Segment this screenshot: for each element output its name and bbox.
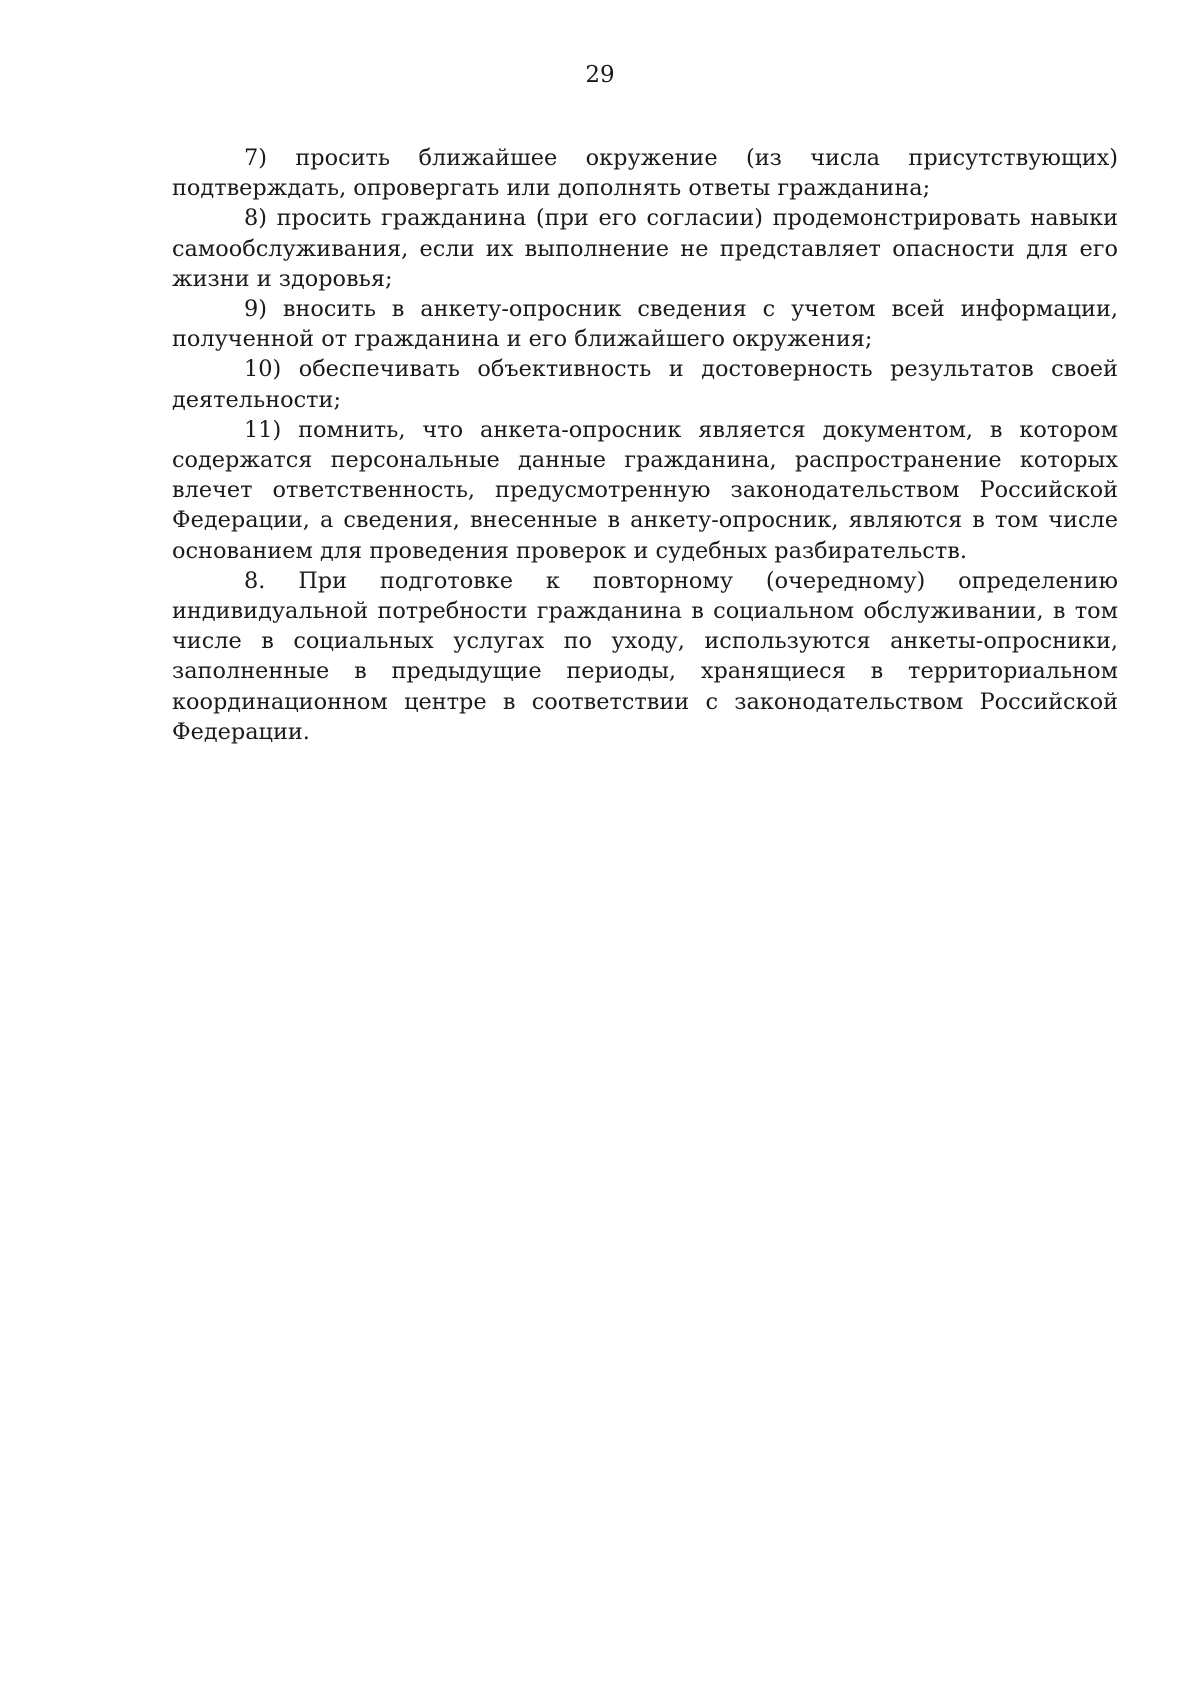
paragraph-section-8: 8. При подготовке к повторному (очередному) определению индивидуальной потребности гражданина в социальном обслуживании, в том числе в социальных услугах по уходу, используются анкеты-опросники, заполненные в предыдущие периоды, хранящиеся в территориальном координационном центре в соответствии с законодательством Российской Федерации. [172, 567, 1118, 745]
paragraph-item-9: 9) вносить в анкету-опросник сведения с учетом всей информации, полученной от гражданина и его ближайшего окружения; [172, 296, 1118, 353]
paragraph-item-7: 7) просить ближайшее окружение (из числа присутствующих) подтверждать, опровергать или дополнять ответы гражданина; [172, 145, 1118, 202]
body-text [172, 143, 1118, 747]
paragraph-item-10: 10) обеспечивать объективность и достоверность результатов своей деятельности; [172, 356, 1118, 413]
paragraph-item-8: 8) просить гражданина (при его согласии) продемонстрировать навыки самообслуживания, если их выполнение не представляет опасности для его жизни и здоровья; [172, 205, 1118, 292]
paragraph-item-11: 11) помнить, что анкета-опросник является документом, в котором содержатся персональные данные гражданина, распространение которых влечет ответственность, предусмотренную законодательством Российской Федерации, а сведения, внесенные в анкету-опросник, являются в том числе основанием для проведения проверок и судебных разбирательств. [172, 416, 1118, 564]
page-number: 29 [585, 62, 615, 88]
